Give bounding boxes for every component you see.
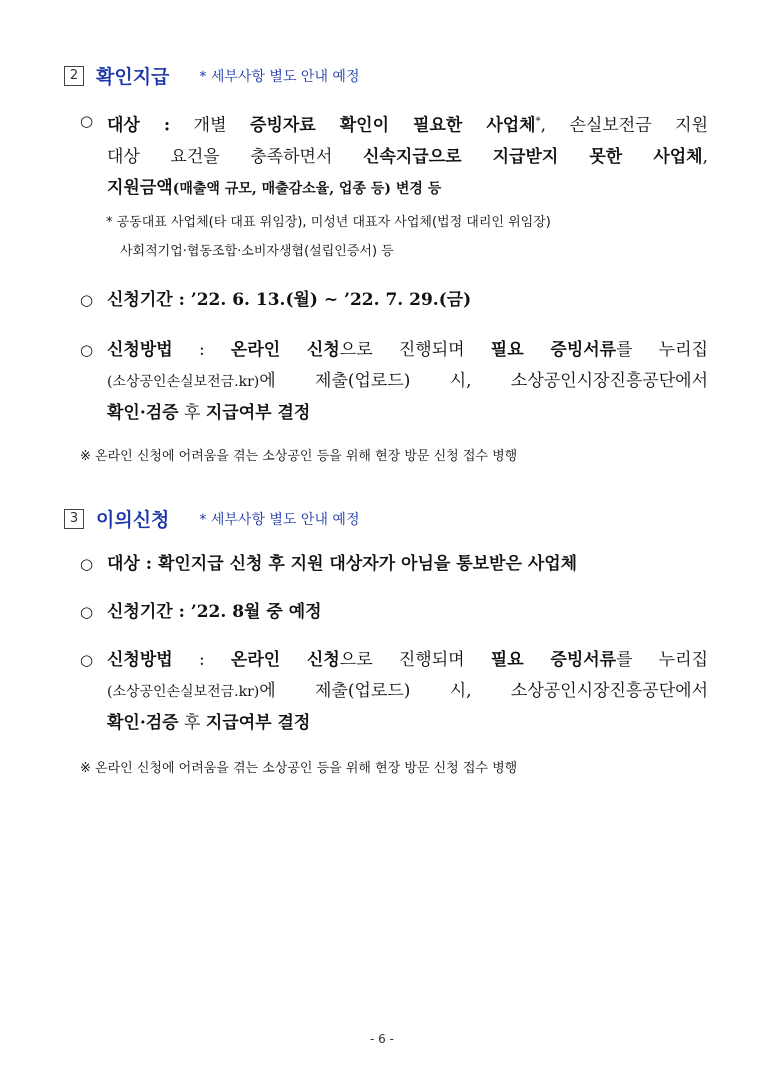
section-title: 확인지급 [96, 66, 170, 88]
section-number-box: 3 [64, 509, 84, 529]
emphasis: 확인·검증 [107, 403, 179, 423]
text: : [172, 340, 231, 360]
text: 후 [178, 713, 206, 733]
emphasis: 지급여부 결정 [205, 713, 311, 733]
bullet-circle: ○ [80, 651, 94, 669]
text: 으로 진행되며 [339, 650, 491, 670]
method-label: 신청방법 [107, 340, 173, 360]
text: 후 [178, 403, 206, 423]
bullet-circle: ○ [80, 341, 94, 359]
target-label: 대상 : [107, 115, 171, 136]
section-note: * 세부사항 별도 안내 예정 [199, 68, 360, 85]
text: 를 누리집 [616, 650, 709, 670]
period-text: 신청기간 : ’22. 8월 중 예정 [107, 602, 322, 622]
emphasis: 온라인 신청 [230, 650, 340, 670]
text: 으로 진행되며 [339, 340, 491, 360]
emphasis: 증빙자료 확인이 필요한 사업체 [250, 115, 536, 136]
website-text: (소상공인손실보전금.kr) [107, 684, 260, 700]
section-2-header [64, 62, 359, 89]
sub-note-2: 사회적기업·협동조합·소비자생협(설립인증서) 등 [120, 244, 394, 259]
bullet-circle: ○ [80, 603, 94, 621]
emphasis: 신속지급으로 지급받지 못한 사업체 [362, 146, 703, 167]
emphasis: 필요 증빙서류 [490, 650, 617, 670]
section-number-box: 2 [64, 66, 84, 86]
emphasis-detail: (매출액 규모, 매출감소율, 업종 등) 변경 등 [172, 180, 442, 197]
text: : [172, 650, 231, 670]
bullet-circle: ○ [80, 112, 94, 130]
item-period [80, 597, 708, 628]
item-period [80, 285, 708, 316]
section-3-header [64, 505, 359, 532]
text: 대상 요건을 충족하면서 [107, 146, 363, 167]
item-method [80, 645, 708, 739]
item-target [80, 106, 708, 205]
item-target [80, 549, 708, 580]
footnote: ※ 온라인 신청에 어려움을 겪는 소상공인 등을 위해 현장 방문 신청 접수 병행 [80, 449, 518, 464]
emphasis: 확인·검증 [107, 713, 179, 733]
section-note: * 세부사항 별도 안내 예정 [199, 511, 360, 528]
emphasis: 지원금액 [107, 177, 173, 198]
footnote-mark: * [535, 116, 541, 127]
emphasis: 온라인 신청 [230, 340, 340, 360]
text: 를 누리집 [616, 340, 709, 360]
period-text: 신청기간 : ’22. 6. 13.(월) ~ ’22. 7. 29.(금) [107, 290, 472, 310]
footnote: ※ 온라인 신청에 어려움을 겪는 소상공인 등을 위해 현장 방문 신청 접수 병행 [80, 761, 518, 776]
bullet-circle: ○ [80, 555, 94, 573]
text: , [702, 146, 708, 167]
text: 개별 [170, 115, 251, 136]
page-number: - 6 - [370, 1032, 394, 1046]
website-text: (소상공인손실보전금.kr) [107, 374, 260, 390]
item-method [80, 335, 708, 429]
text: 에 제출(업로드) 시, 소상공인시장진흥공단에서 [259, 681, 708, 701]
text: 에 제출(업로드) 시, 소상공인시장진흥공단에서 [259, 371, 708, 391]
text: , 손실보전금 지원 [540, 115, 708, 136]
emphasis: 필요 증빙서류 [490, 340, 617, 360]
target-text: 대상 : 확인지급 신청 후 지원 대상자가 아님을 통보받은 사업체 [107, 554, 578, 574]
section-title: 이의신청 [96, 509, 170, 531]
bullet-circle: ○ [80, 291, 94, 309]
method-label: 신청방법 [107, 650, 173, 670]
sub-note-1: * 공동대표 사업체(타 대표 위임장), 미성년 대표자 사업체(법정 대리인 위임장) [106, 215, 551, 230]
emphasis: 지급여부 결정 [205, 403, 311, 423]
